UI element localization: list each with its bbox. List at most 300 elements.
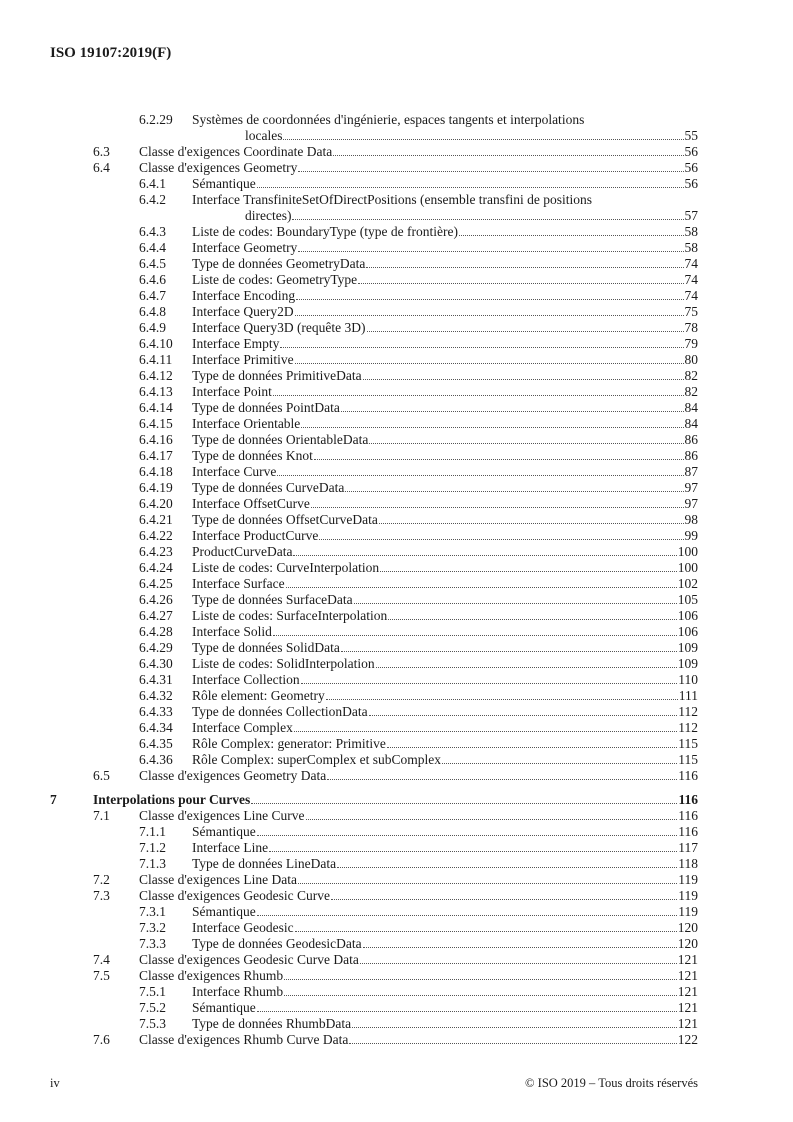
toc-entry[interactable] [50,984,698,1000]
entry-title: ProductCurveData [192,544,293,559]
entry-page: 74 [684,288,698,303]
dot-leader [296,299,683,300]
dot-leader [387,747,677,748]
entry-page: 58 [684,240,698,255]
entry-number: 7.6 [93,1032,110,1047]
entry-title: Interface Empty [192,336,280,351]
entry-title: Interface OffsetCurve [192,496,310,511]
toc-entry[interactable] [50,288,698,304]
toc-entry[interactable] [50,824,698,840]
dot-leader [257,915,678,916]
toc-entry[interactable] [50,952,698,968]
entry-number: 6.4.7 [139,288,166,303]
entry-title: Type de données Knot [192,448,313,463]
dot-leader [349,1043,676,1044]
toc-entry-line [50,320,698,336]
entry-number: 6.4.26 [139,592,173,607]
entry-title: Interface Orientable [192,416,301,431]
toc-entry-line [50,936,698,952]
entry-number: 6.4.15 [139,416,173,431]
dot-leader [284,995,677,996]
toc-entry-line [50,920,698,936]
toc-entry[interactable] [50,448,698,464]
toc-entry-continuation [50,208,698,224]
toc-entry-line [50,288,698,304]
entry-page: 110 [678,672,698,687]
dot-leader [363,379,684,380]
toc-entry[interactable] [50,936,698,952]
entry-title: Interpolations pour Curves [93,792,251,807]
entry-title: Interface Point [192,384,272,399]
entry-number: 6.4.21 [139,512,173,527]
entry-title: Type de données PrimitiveData [192,368,362,383]
entry-number: 6.4.34 [139,720,173,735]
toc-entry[interactable] [50,968,698,984]
toc-entry-line [50,752,698,768]
toc-entry[interactable] [50,384,698,400]
toc-entry-line [50,792,698,808]
toc-entry-line [50,512,698,528]
toc-entry[interactable] [50,1032,698,1048]
entry-number: 6.4.10 [139,336,173,351]
dot-leader [360,963,677,964]
toc-entry[interactable] [50,544,698,560]
entry-page: 82 [684,368,698,383]
entry-page: 100 [677,560,698,575]
entry-title: Type de données PointData [192,400,340,415]
entry-title: Classe d'exigences Coordinate Data [139,144,333,159]
dot-leader [292,219,683,220]
toc-entry-line [50,112,698,128]
dot-leader [251,803,677,804]
dot-leader [298,251,683,252]
toc-entry[interactable] [50,256,698,272]
toc-entry[interactable] [50,872,698,888]
toc-entry-line [50,176,698,192]
toc-entry[interactable] [50,808,698,824]
entry-title: Classe d'exigences Line Data [139,872,297,887]
entry-number: 6.4.32 [139,688,173,703]
dot-leader [388,619,676,620]
toc-entry-line [50,904,698,920]
toc-entry[interactable] [50,432,698,448]
entry-title: Interface Surface [192,576,285,591]
toc-entry[interactable] [50,736,698,752]
entry-number: 7.5.3 [139,1016,166,1031]
entry-title: Interface Query2D [192,304,294,319]
entry-page: 98 [684,512,698,527]
toc-entry-line [50,304,698,320]
dot-leader [354,603,677,604]
entry-page: 99 [684,528,698,543]
toc-entry[interactable] [50,624,698,640]
dot-leader [366,267,683,268]
toc-entry-line [50,968,698,984]
toc-entry[interactable] [50,496,698,512]
toc-entry[interactable] [50,704,698,720]
toc-entry[interactable] [50,688,698,704]
entry-title: Rôle Complex: generator: Primitive [192,736,386,751]
toc-entry-line [50,1000,698,1016]
dot-leader [314,459,684,460]
dot-leader [331,899,677,900]
entry-number: 6.4.27 [139,608,173,623]
dot-leader [341,651,677,652]
entry-title: Type de données SolidData [192,640,340,655]
entry-title: Classe d'exigences Rhumb [139,968,284,983]
entry-number: 6.3 [93,144,110,159]
entry-title: Type de données GeometryData [192,256,366,271]
entry-number: 6.4.1 [139,176,166,191]
entry-page: 121 [677,1000,698,1015]
entry-title: Interface Primitive [192,352,294,367]
toc-entry-line [50,160,698,176]
entry-number: 6.4.2 [139,192,166,207]
entry-number: 6.4.29 [139,640,173,655]
toc-entry[interactable] [50,144,698,160]
toc-entry[interactable] [50,352,698,368]
dot-leader [293,555,676,556]
dot-leader [257,187,684,188]
dot-leader [306,819,678,820]
entry-page: 56 [684,160,698,175]
dot-leader [358,283,683,284]
entry-page: 116 [678,792,698,807]
entry-page: 55 [684,128,698,143]
toc-entry[interactable] [50,720,698,736]
toc-entry-line [50,984,698,1000]
toc-entry-line [50,352,698,368]
entry-number: 6.4.28 [139,624,173,639]
entry-title-continuation: directes) [245,208,292,223]
dot-leader [269,851,677,852]
entry-number: 6.4.31 [139,672,173,687]
document-header: ISO 19107:2019(F) [50,45,172,61]
entry-title: Sémantique [192,176,256,191]
toc-entry[interactable] [50,160,698,176]
entry-title: Interface Geodesic [192,920,294,935]
toc-entry-line [50,688,698,704]
toc-entry[interactable] [50,792,698,808]
dot-leader [345,491,683,492]
dot-leader [295,931,677,932]
entry-title: Interface Geometry [192,240,298,255]
entry-page: 111 [678,688,698,703]
entry-number: 6.4.24 [139,560,173,575]
entry-page: 97 [684,480,698,495]
toc-entry[interactable] [50,272,698,288]
toc-entry-line [50,544,698,560]
toc-entry-line [50,704,698,720]
dot-leader [326,699,678,700]
entry-title: Type de données SurfaceData [192,592,353,607]
entry-title: Type de données CurveData [192,480,345,495]
toc-entry-line [50,1032,698,1048]
entry-page: 121 [677,968,698,983]
toc-entry-line [50,464,698,480]
entry-title: Type de données OrientableData [192,432,369,447]
toc-entry-line [50,656,698,672]
entry-title: Systèmes de coordonnées d'ingénierie, espaces tangents et interpolations [192,112,585,127]
dot-leader [295,363,684,364]
toc-entry-line [50,872,698,888]
entry-number: 7.5.1 [139,984,166,999]
entry-page: 57 [684,208,698,223]
entry-number: 6.4.12 [139,368,173,383]
entry-page: 74 [684,272,698,287]
toc-entry[interactable] [50,752,698,768]
entry-page: 75 [684,304,698,319]
entry-number: 7.3 [93,888,110,903]
toc-entry-line [50,384,698,400]
entry-number: 7.3.1 [139,904,166,919]
dot-leader [280,347,683,348]
entry-number: 6.4.16 [139,432,173,447]
dot-leader [442,763,677,764]
entry-title: Interface Encoding [192,288,296,303]
entry-title: Classe d'exigences Rhumb Curve Data [139,1032,349,1047]
entry-title: Liste de codes: CurveInterpolation [192,560,380,575]
dot-leader [257,1011,677,1012]
toc-entry-line [50,624,698,640]
entry-number: 6.4.19 [139,480,173,495]
toc-entry[interactable] [50,840,698,856]
dot-leader [369,443,683,444]
entry-page: 112 [678,704,698,719]
dot-leader [367,331,684,332]
entry-number: 7 [50,792,57,807]
dot-leader [337,867,677,868]
entry-page: 58 [684,224,698,239]
toc-entry[interactable] [50,400,698,416]
toc-entry[interactable] [50,576,698,592]
entry-title-continuation: locales [245,128,283,143]
toc-entry-line [50,448,698,464]
entry-title: Interface Rhumb [192,984,284,999]
entry-page: 84 [684,416,698,431]
toc-entry-line [50,528,698,544]
entry-number: 7.1.3 [139,856,166,871]
toc-entry[interactable] [50,224,698,240]
toc-entry-line [50,888,698,904]
entry-page: 115 [678,736,698,751]
dot-leader [273,395,684,396]
toc-entry[interactable] [50,656,698,672]
entry-title: Sémantique [192,1000,256,1015]
toc-entry-line [50,432,698,448]
toc-entry-line [50,224,698,240]
entry-number: 6.4.25 [139,576,173,591]
toc-entry-line [50,640,698,656]
entry-title: Liste de codes: BoundaryType (type de frontière) [192,224,458,239]
toc-entry[interactable] [50,336,698,352]
entry-number: 6.4.17 [139,448,173,463]
entry-number: 6.4.9 [139,320,166,335]
entry-title: Classe d'exigences Geodesic Curve Data [139,952,359,967]
entry-page: 106 [677,624,698,639]
toc-entry-line [50,608,698,624]
toc-entry[interactable] [50,640,698,656]
entry-number: 7.5 [93,968,110,983]
toc-entry-line [50,952,698,968]
toc-entry[interactable] [50,192,698,224]
entry-number: 6.4.14 [139,400,173,415]
entry-number: 6.4.33 [139,704,173,719]
toc-entry[interactable] [50,1016,698,1032]
entry-page: 119 [678,888,698,903]
toc-entry[interactable] [50,608,698,624]
entry-title: Interface Curve [192,464,277,479]
entry-title: Interface Complex [192,720,293,735]
toc-entry[interactable] [50,464,698,480]
toc-entry[interactable] [50,856,698,872]
entry-page: 87 [684,464,698,479]
entry-number: 6.4.30 [139,656,173,671]
toc-entry-line [50,672,698,688]
dot-leader [295,315,684,316]
dot-leader [341,411,684,412]
entry-title: Interface Solid [192,624,272,639]
dot-leader [294,731,677,732]
toc-entry-line [50,824,698,840]
toc-entry[interactable] [50,920,698,936]
entry-title: Rôle Complex: superComplex et subComplex [192,752,441,767]
dot-leader [363,947,677,948]
toc-entry[interactable] [50,904,698,920]
toc-entry-line [50,368,698,384]
dot-leader [352,1027,677,1028]
dot-leader [298,171,683,172]
entry-page: 116 [678,768,698,783]
dot-leader [286,587,677,588]
dot-leader [257,835,678,836]
entry-number: 7.3.3 [139,936,166,951]
entry-title: Interface ProductCurve [192,528,319,543]
toc-entry-line [50,272,698,288]
entry-page: 100 [677,544,698,559]
entry-title: Type de données LineData [192,856,337,871]
entry-number: 6.4.35 [139,736,173,751]
entry-number: 6.4.20 [139,496,173,511]
toc-entry[interactable] [50,368,698,384]
toc-entry-line [50,240,698,256]
entry-page: 97 [684,496,698,511]
toc-entry[interactable] [50,240,698,256]
page-number: iv [50,1076,60,1090]
entry-title: Interface Query3D (requête 3D) [192,320,366,335]
entry-page: 116 [678,824,698,839]
toc-entry[interactable] [50,1000,698,1016]
entry-page: 86 [684,432,698,447]
entry-page: 106 [677,608,698,623]
toc-entry[interactable] [50,672,698,688]
entry-number: 7.2 [93,872,110,887]
entry-page: 74 [684,256,698,271]
entry-number: 6.4.18 [139,464,173,479]
toc-entry[interactable] [50,480,698,496]
dot-leader [459,235,684,236]
dot-leader [379,523,684,524]
entry-page: 105 [677,592,698,607]
entry-page: 121 [677,1016,698,1031]
entry-page: 122 [677,1032,698,1047]
entry-page: 84 [684,400,698,415]
entry-title: Classe d'exigences Geometry Data [139,768,327,783]
entry-number: 7.1.2 [139,840,166,855]
dot-leader [298,883,677,884]
entry-page: 86 [684,448,698,463]
toc-entry-line [50,336,698,352]
toc-entry-line [50,416,698,432]
toc-entry-line [50,592,698,608]
toc-entry-continuation [50,128,698,144]
entry-page: 78 [684,320,698,335]
dot-leader [273,635,677,636]
entry-page: 79 [684,336,698,351]
entry-page: 109 [677,640,698,655]
entry-page: 115 [678,752,698,767]
entry-page: 119 [678,872,698,887]
entry-number: 6.4.4 [139,240,166,255]
toc-entry[interactable] [50,112,698,144]
toc-entry[interactable] [50,888,698,904]
entry-number: 6.4.13 [139,384,173,399]
toc-entry[interactable] [50,592,698,608]
entry-title: Classe d'exigences Line Curve [139,808,305,823]
toc-entry[interactable] [50,176,698,192]
entry-number: 6.4.5 [139,256,166,271]
toc-entry-line [50,576,698,592]
entry-page: 82 [684,384,698,399]
toc-entry[interactable] [50,768,698,784]
entry-page: 116 [678,808,698,823]
dot-leader [301,683,678,684]
entry-page: 80 [684,352,698,367]
dot-leader [277,475,683,476]
toc-entry[interactable] [50,560,698,576]
toc-entry[interactable] [50,320,698,336]
toc-entry[interactable] [50,304,698,320]
entry-page: 56 [684,144,698,159]
entry-page: 119 [678,904,698,919]
toc-entry-line [50,856,698,872]
entry-title: Interface TransfiniteSetOfDirectPositions (ensemble transfini de positions [192,192,593,207]
entry-title: Liste de codes: SurfaceInterpolation [192,608,388,623]
entry-number: 7.1 [93,808,110,823]
dot-leader [333,155,683,156]
toc-entry-line [50,400,698,416]
toc-entry[interactable] [50,416,698,432]
toc-entry[interactable] [50,512,698,528]
entry-number: 7.1.1 [139,824,166,839]
toc-entry-line [50,736,698,752]
toc-entry-line [50,496,698,512]
toc-entry[interactable] [50,528,698,544]
entry-title: Type de données CollectionData [192,704,368,719]
entry-number: 6.4.36 [139,752,173,767]
dot-leader [301,427,683,428]
table-of-contents [50,112,698,1048]
entry-title: Classe d'exigences Geodesic Curve [139,888,330,903]
entry-page: 121 [677,952,698,967]
toc-entry-line [50,192,698,208]
entry-number: 6.4.11 [139,352,173,367]
entry-number: 7.4 [93,952,110,967]
toc-entry-line [50,768,698,784]
entry-number: 6.4.6 [139,272,166,287]
entry-page: 56 [684,176,698,191]
entry-number: 7.3.2 [139,920,166,935]
